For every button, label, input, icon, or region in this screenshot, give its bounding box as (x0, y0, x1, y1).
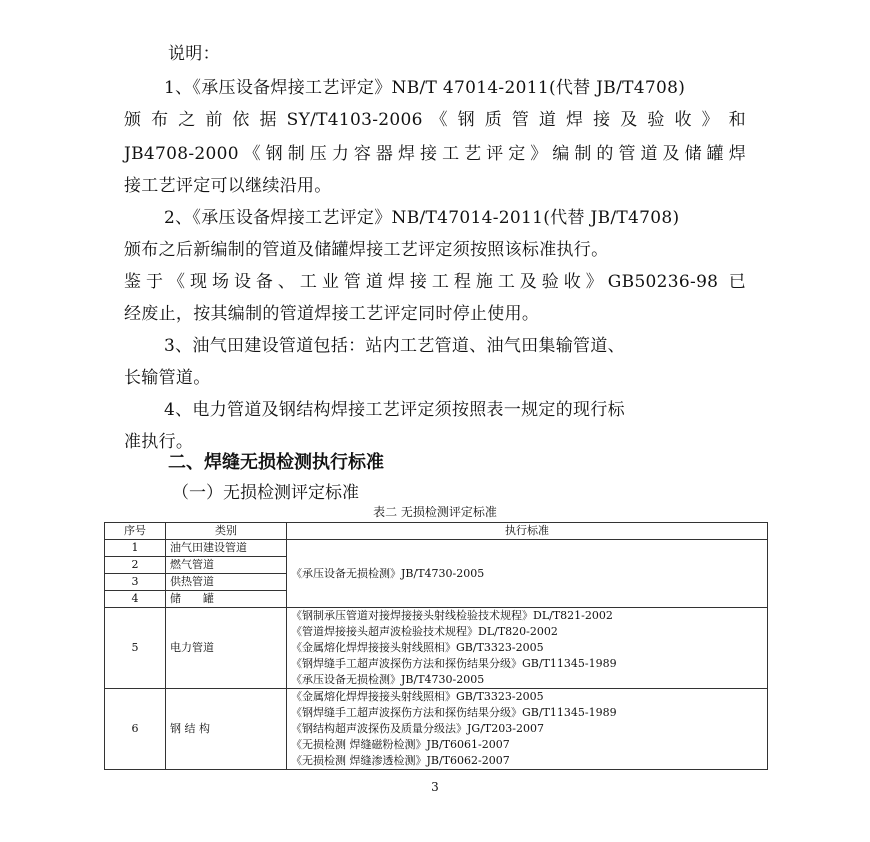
row-category: 储 罐 (166, 591, 287, 608)
paragraph-2-line-1: 2、《承压设备焊接工艺评定》NB/T47014-2011(代替 JB/T4708) (164, 208, 680, 228)
paragraph-2-line-2: 颁布之后新编制的管道及储罐焊接工艺评定须按照该标准执行。 (124, 240, 609, 260)
standard-item: 《金属熔化焊焊接接头射线照相》GB/T3323-2005 (291, 690, 544, 703)
row-standard (287, 540, 768, 608)
standard-item: 《钢制承压管道对接焊接接头射线检验技术规程》DL/T821-2002 (291, 609, 613, 622)
row-category: 供热管道 (166, 574, 287, 591)
standard-item: 《无损检测 焊缝磁粉检测》JB/T6061-2007 (291, 738, 510, 751)
standard-item: 《钢结构超声波探伤及质量分级法》JG/T203-2007 (291, 722, 544, 735)
paragraph-3-line-2: 长输管道。 (124, 368, 211, 388)
table-row (105, 540, 768, 557)
standard-item: 《钢焊缝手工超声波探伤方法和探伤结果分级》GB/T11345-1989 (291, 706, 617, 719)
row-no: 4 (105, 591, 166, 608)
row-no: 1 (105, 540, 166, 557)
paragraph-1-line-4: 接工艺评定可以继续沿用。 (124, 176, 332, 196)
row-category: 钢 结 构 (166, 689, 287, 770)
standard-item: 《无损检测 焊缝渗透检测》JB/T6062-2007 (291, 754, 510, 767)
standard-item: 《钢焊缝手工超声波探伤方法和探伤结果分级》GB/T11345-1989 (291, 657, 617, 670)
row-standard (287, 608, 768, 689)
paragraph-1-line-1: 1、《承压设备焊接工艺评定》NB/T 47014-2011(代替 JB/T4708) (164, 78, 686, 98)
page-number: 3 (431, 780, 439, 794)
header-standard: 执行标准 (287, 523, 768, 540)
paragraph-4-line-2: 准执行。 (124, 432, 194, 452)
table-caption: 表二 无损检测评定标准 (373, 505, 497, 519)
ndt-standards-table (104, 522, 768, 770)
row-category: 油气田建设管道 (166, 540, 287, 557)
table-header-row (105, 523, 768, 540)
table-row (105, 689, 768, 770)
header-no: 序号 (105, 523, 166, 540)
paragraph-1-line-3: JB4708-2000《钢制压力容器焊接工艺评定》编制的管道及储罐焊 (124, 144, 746, 164)
subsection-heading: （一）无损检测评定标准 (172, 483, 359, 503)
standard-item: 《承压设备无损检测》JB/T4730-2005 (291, 673, 485, 686)
header-category: 类别 (166, 523, 287, 540)
paragraph-1-line-2: 颁 布 之 前 依 据 SY/T4103-2006 《 钢 质 管 道 焊 接 及 验 收 》 和 (124, 110, 746, 130)
table-row (105, 608, 768, 689)
row-standard (287, 689, 768, 770)
explanation-title: 说明： (168, 44, 220, 64)
row-no: 6 (105, 689, 166, 770)
row-no: 2 (105, 557, 166, 574)
paragraph-4-line-1: 4、电力管道及钢结构焊接工艺评定须按照表一规定的现行标 (164, 400, 625, 420)
row-category: 电力管道 (166, 608, 287, 689)
paragraph-3-line-1: 3、油气田建设管道包括：站内工艺管道、油气田集输管道、 (164, 336, 625, 356)
section-heading: 二、焊缝无损检测执行标准 (168, 452, 384, 473)
standard-item: 《管道焊接接头超声波检验技术规程》DL/T820-2002 (291, 625, 558, 638)
standard-item: 《金属熔化焊焊接接头射线照相》GB/T3323-2005 (291, 641, 544, 654)
row-no: 5 (105, 608, 166, 689)
row-category: 燃气管道 (166, 557, 287, 574)
standard-item: 《承压设备无损检测》JB/T4730-2005 (291, 566, 485, 580)
row-no: 3 (105, 574, 166, 591)
paragraph-2-line-3: 鉴于《现场设备、工业管道焊接工程施工及验收》GB50236-98 已 (124, 272, 746, 292)
paragraph-2-line-4: 经废止，按其编制的管道焊接工艺评定同时停止使用。 (124, 304, 540, 324)
